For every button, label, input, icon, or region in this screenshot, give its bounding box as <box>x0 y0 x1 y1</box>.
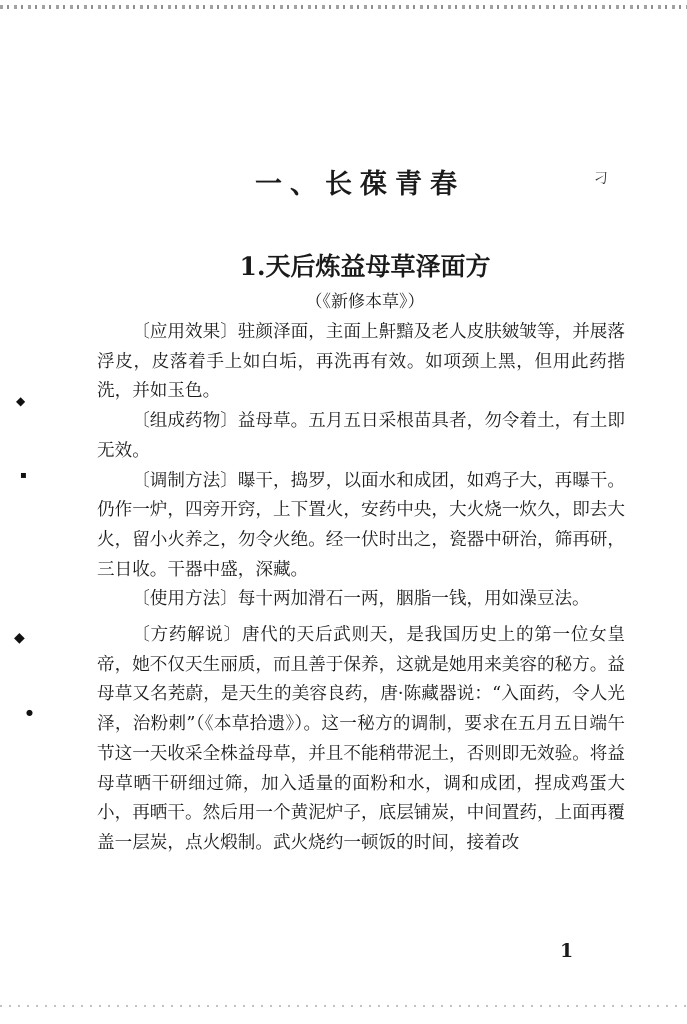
section-source: （《新修本草》） <box>305 292 425 312</box>
scan-noise-bottom <box>0 1005 687 1007</box>
paragraph-explanation: 〔方药解说〕唐代的天后武则天，是我国历史上的第一位女皇帝，她不仅天生丽质，而且善于保养，这就是她用来美容的秘方。益母草又名茺蔚，是天生的美容良药，唐·陈藏器说：“入面药，令人光泽，治粉刺”（《本草拾遗》）。这一秘方的调制，要求在五月五日端午节这一天收采全株益母草，并且不能稍带泥土，否则即无效验。将益母草晒干研细过筛，加入适量的面粉和水，调和成团，捏成鸡蛋大小，再晒干。然后用一个黄泥炉子，底层铺炭，中间置药，上面再覆盖一层炭，点火煅制。武火烧约一顿饭的时间，接着改 <box>97 625 625 853</box>
corner-mark: 刁 <box>594 171 608 187</box>
paragraph-effect: 〔应用效果〕驻颜泽面，主面上鼾黯及老人皮肤皴皱等，并展落浮皮，皮落着手上如白垢，再洗再有效。如项颈上黑，但用此药揩洗，并如玉色。 <box>97 322 625 402</box>
margin-speck-mark: ▪ <box>20 470 27 481</box>
margin-speck-mark: ● <box>26 708 33 717</box>
body-text <box>97 318 625 859</box>
margin-speck-mark: ◆ <box>16 394 26 408</box>
paragraph-preparation: 〔调制方法〕曝干，捣罗，以面水和成团，如鸡子大，再曝干。仍作一炉，四旁开窍，上下置火，安药中央，大火烧一炊久，即去大火，留小火养之，勿令火绝。经一伏时出之，瓷器中研治，筛再研，三日收。干器中盛，深藏。 <box>97 470 625 580</box>
margin-speck-mark: ◆ <box>14 630 25 646</box>
chapter-title: 一、长葆青春 <box>255 169 465 200</box>
paragraph-usage: 〔使用方法〕每十两加滑石一两，胭脂一钱，用如澡豆法。 <box>132 589 590 610</box>
paragraph-ingredients: 〔组成药物〕益母草。五月五日采根苗具者，勿令着土，有土即无效。 <box>97 411 625 461</box>
scan-noise-top <box>0 5 687 9</box>
section-title: 1.天后炼益母草泽面方 <box>239 252 491 281</box>
page-number: 1 <box>560 940 574 962</box>
